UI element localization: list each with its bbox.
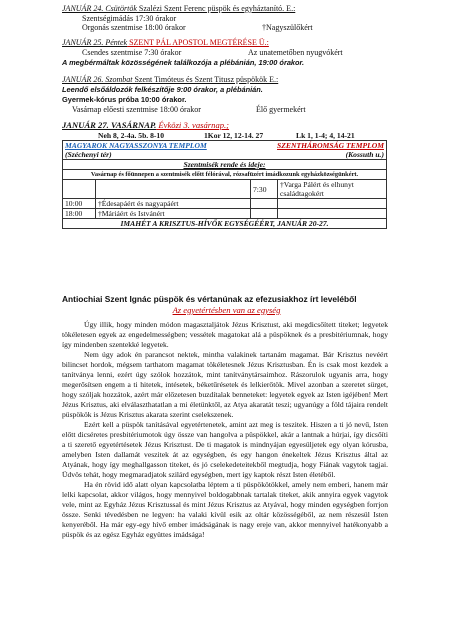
date-jan26: JANUÁR 26. Szombat [62,75,133,84]
reading-1: Neh 8, 2-4a. 5b. 8-10 [98,131,165,140]
feast-jan24: Szalézi Szent Ferenc püspök és egyháztanító. E.: [136,4,296,13]
article-title: Antiochiai Szent Ignác püspök és vértanúnak az efezusiakhoz írt leveléből [62,294,357,304]
mass-jan25: Csendes szentmise 7:30 órakor [82,48,182,57]
place-left: (Széchenyi tér) [65,150,112,159]
vigil-mass [72,105,201,115]
sunday-name: Évközi 3. vasárnap.; [156,120,230,130]
choir-rehearsal: Gyermek-kórus próba 10:00 órakor. [62,95,187,104]
place-right: (Kossuth u.) [345,150,384,159]
rosary-note: Vasárnap és főünnepen a szentmisék előtt félórával, rózsafüzért imádkozunk egyházközségünkért. [90,171,359,178]
article-paragraph-2: Nem úgy adok én parancsot nektek, mintha valakinek tartanám magamat. Bár Krisztus nevéért bilincset hordok, mégsem tarthatom magamat tökéletesnek Jézus Krisztusban. Én is csak most kezdek a tanítványa lenni, ezért úgy szólok hozzátok, mint tanítványtársaimhoz. Rászorulok ugyanis arra, hogy megerősítsen engem a ti hitetek, intésetek, béketűrésetek és lelkierőtök. Mivel azonban a szeretet sürget, hogy szóljak hozzátok, azért már előzetesen buzdítalak benneteket: legyetek egyek az Isten igéjében! Mert Jézus Krisztus, aki elválaszthatatlan a mi életünktől, az Atya akaratát teszi; ugyanúgy a föld tájaira rendelt püspökök is Jézus Krisztus akarata szerint cselekszenek. [62,350,388,419]
entry-jan25-heading [62,38,269,48]
feast-jan25: SZENT PÁL APOSTOL MEGTÉRÉSE Ü.: [127,38,269,47]
article-body [62,320,388,540]
date-jan25: JANUÁR 25. Péntek [62,38,128,47]
article-paragraph-3: Ezért kell a püspök tanításával egyetértenetek, amint azt meg is teszitek. Hiszen a ti jó nevű, Isten előtt dicséretes presbitériumotok úgy össze van hangolva a püspökkel, akár a lantnak a húrjai, így dicsőíti a ti szerető egyetértésetek Jézus Krisztust. De ti magatok is mindnyájan egyesüljetek egy olyan kórusba, amelyben Isten dallamát veszitek át az egységben, és egy hangon énekeltek Jézus Krisztus által az Atyának, hogy így meghallgasson titeket, és jó cselekedeteitekből megtudja, hogy Fiának vagytok tagjai. Üdvös tehát, hogy megmaradjatok szilárd egységben, mert így kaptok részt Isten életéből. [62,420,388,479]
mass-schedule-table [62,140,387,229]
mass-jan24: Orgonás szentmise 18:00 órakor [82,23,186,32]
confirmation-meeting: A megbérmáltak közösségének találkozója a plébánián, 19:00 órakor. [62,58,305,67]
entry-jan27-heading [62,121,229,131]
feast-jan26: Szent Timóteus és Szent Titusz püspökök E.: [132,75,279,84]
date-jan24: JANUÁR 24. Csütörtök [62,4,137,13]
article-subtitle: Az egyetértésben van az egység [172,305,281,315]
church-right: SZENTHÁROMSÁG TEMPLOM [277,141,384,150]
intention-730: †Varga Pálért és elhunyt családtagokért [278,180,387,199]
time-1000: 10:00 [63,199,96,209]
time-1800: 18:00 [63,209,96,219]
intention-jan24: †Nagyszülőkért [262,23,313,32]
intention-jan25: Az unatemetőben nyugvókért [248,48,343,57]
unity-week-banner: IMAHÉT A KRISZTUS-HÍVŐK EGYSÉGÉÉRT, JANUÁR 20-27. [120,219,329,228]
mass-order-heading: Szentmisék rende és ideje: [183,160,266,169]
intention-1800: †Máriáért és Istvánért [96,209,251,219]
intention-1000: †Édesapáért és nagyapáért [96,199,251,209]
first-communion-prep: Leendő elsőáldozók felkészítője 9:00 órakor, a plébánián. [62,85,263,94]
church-left: MAGYAROK NAGYASSZONYA TEMPLOM [65,141,207,150]
article-paragraph-4: Ha én rövid idő alatt olyan kapcsolatba léptem a ti püspökötökkel, amely nem emberi, hanem már lelki kapcsolat, akkor világos, hogy mennyivel boldogabbnak tartalak titeket, akik annyira egyek vagytok vele, mint az Egyház Jézus Krisztussal és mint Jézus Krisztus az Atyával, hogy minden egységben forrjon össze. Senki tévedésben ne legyen: ha valaki kívül esik az oltár közösségéből, az nem részesül Isten kenyeréből. Ha már egy-egy hívő ember imádságának is nagy ereje van, akkor mennyivel hatékonyabb a püspök és az egész Egyház együttes imádsága! [62,480,388,539]
entry-jan24-heading [62,4,295,14]
reading-2: 1Kor 12, 12-14. 27 [204,131,264,140]
date-jan27: JANUÁR 27. VASÁRNAP. [62,120,157,130]
gospel: Lk 1, 1-4; 4, 14-21 [296,131,355,140]
time-730: 7:30 [251,180,278,199]
adoration-line: Szentségimádás 17:30 órakor [82,14,177,23]
article-paragraph-1: Úgy illik, hogy minden módon magasztaljátok Jézus Krisztust, aki megdicsőített titeket; legyetek tökéletesen egyek az engedelmességben; vessétek magatokat alá a püspöknek és a presbitériumnak, hogy így mindenben szentekké legyetek. [62,320,388,349]
entry-jan26-heading [62,75,278,85]
intention-jan26: Élő gyermekért [256,105,306,114]
vigil-mass-time: Vasárnap előesti szentmise 18:00 órakor [72,105,201,114]
